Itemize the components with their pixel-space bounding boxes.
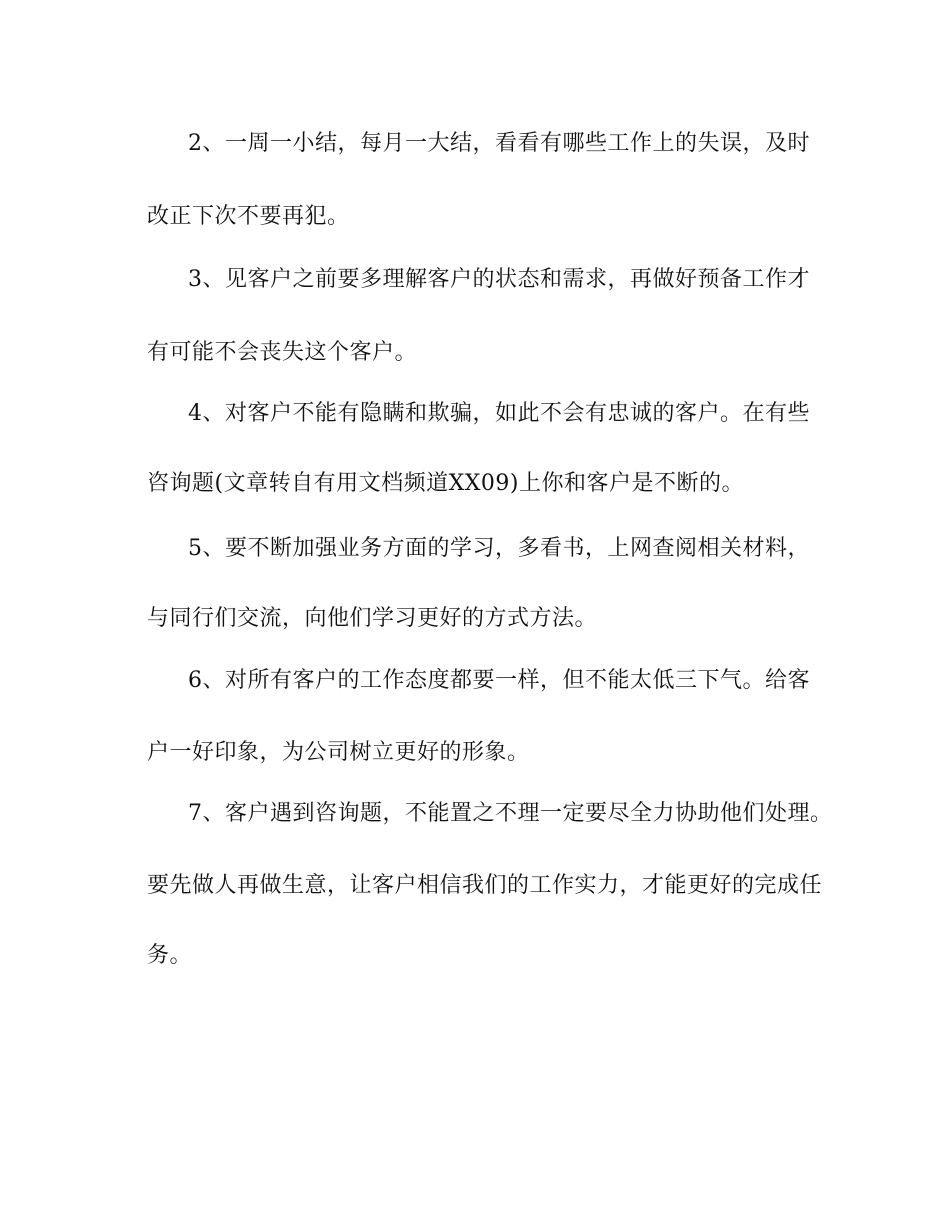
paragraph-7-line-2: 要先做人再做生意，让客户相信我们的工作实力，才能更好的完成任 (147, 873, 823, 898)
paragraph-6-line-1: 6、对所有客户的工作态度都要一样，但不能太低三下气。给客 (188, 668, 810, 693)
paragraph-7-line-3: 务。 (147, 943, 193, 968)
paragraph-3-line-2: 有可能不会丧失这个客户。 (147, 340, 418, 365)
paragraph-4-line-1: 4、对客户不能有隐瞒和欺骗，如此不会有忠诚的客户。在有些 (188, 401, 810, 426)
paragraph-2-line-2: 改正下次不要再犯。 (147, 204, 350, 229)
paragraph-6-line-2: 户一好印象，为公司树立更好的形象。 (147, 740, 530, 765)
paragraph-3-line-1: 3、见客户之前要多理解客户的状态和需求，再做好预备工作才 (188, 267, 810, 292)
paragraph-5-line-2: 与同行们交流，向他们学习更好的方式方法。 (147, 606, 598, 631)
paragraph-7-line-1: 7、客户遇到咨询题，不能置之不理一定要尽全力协助他们处理。 (188, 801, 833, 826)
paragraph-5-line-1: 5、要不断加强业务方面的学习，多看书，上网查阅相关材料， (188, 536, 810, 561)
paragraph-4-line-2: 咨询题(文章转自有用文档频道XX09)上你和客户是不断的。 (147, 471, 744, 496)
paragraph-2-line-1: 2、一周一小结，每月一大结，看看有哪些工作上的失误，及时 (188, 131, 810, 156)
